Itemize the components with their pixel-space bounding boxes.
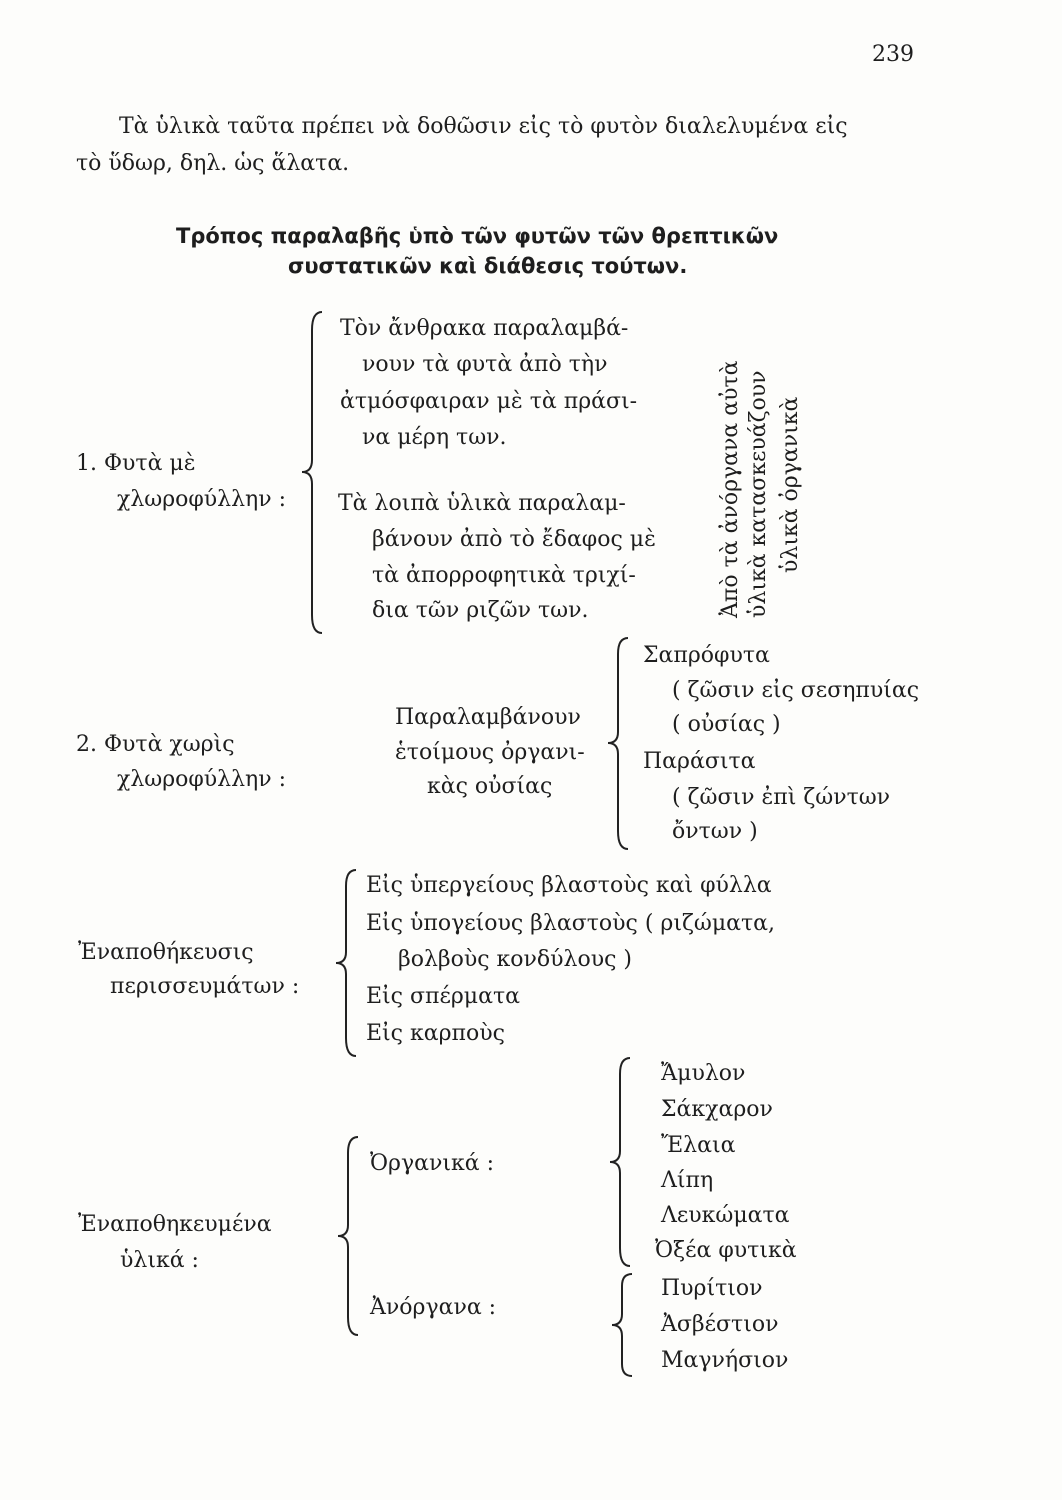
organic-item-6: Ὀξέα φυτικὰ: [655, 1238, 797, 1263]
inorganic-brace: [610, 1272, 640, 1378]
inorganic-item-3: Μαγνήσιον: [661, 1348, 789, 1373]
section1-vertical-line-2: ὑλικὰ κατασκευάζουν: [746, 370, 771, 618]
intro-line-2: τὸ ὕδωρ, δηλ. ὡς ἅλατα.: [76, 151, 350, 176]
section3-item-5: Εἰς καρποὺς: [366, 1021, 505, 1046]
section1-vertical-line-1: Ἀπὸ τὰ ἀνόργανα αὐτὰ: [718, 360, 743, 618]
section2-middle-line-2: ἑτοίμους ὀργανι-: [395, 740, 585, 765]
section2-label-line-1: 2. Φυτὰ χωρὶς: [76, 732, 235, 757]
section2-right-line-5: ( ζῶσιν ἐπὶ ζώντων: [672, 785, 891, 810]
inorganic-item-1: Πυρίτιον: [661, 1276, 763, 1301]
organic-item-4: Λίπη: [661, 1168, 714, 1193]
section3-item-2: Εἰς ὑπογείους βλαστοὺς ( ριζώματα,: [366, 911, 775, 936]
section4-outer-brace: [336, 1135, 366, 1337]
section2-right-line-2: ( ζῶσιν εἰς σεσηπυίας: [672, 678, 920, 703]
section2-right-line-6: ὄντων ): [672, 819, 758, 844]
section2-brace: [606, 636, 636, 851]
section1-group-b-line-3: τὰ ἀπορροφητικὰ τριχί-: [372, 563, 636, 588]
section3-label-line-1: Ἐναποθήκευσις: [78, 940, 254, 965]
section1-group-b-line-1: Τὰ λοιπὰ ὑλικὰ παραλαμ-: [338, 491, 626, 516]
section1-label-line-1: 1. Φυτὰ μὲ: [76, 451, 196, 476]
section2-right-line-1: Σαπρόφυτα: [643, 643, 770, 668]
section4-label-line-2: ὑλικά :: [120, 1248, 199, 1273]
section3-label-line-2: περισσευμάτων :: [110, 974, 300, 999]
organic-item-1: Ἄμυλον: [661, 1061, 746, 1086]
section2-middle-line-1: Παραλαμβάνουν: [395, 705, 581, 730]
section3-item-4: Εἰς σπέρματα: [366, 984, 520, 1009]
organic-brace: [608, 1056, 638, 1268]
organic-label: Ὀργανικά :: [370, 1151, 494, 1176]
inorganic-label: Ἀνόργανα :: [370, 1295, 497, 1320]
page-number: 239: [872, 42, 914, 67]
section3-item-3: βολβοὺς κονδύλους ): [398, 947, 633, 972]
section1-brace: [300, 310, 330, 635]
section1-label-line-2: χλωροφύλλην :: [117, 487, 287, 512]
section1-group-b-line-2: βάνουν ἀπὸ τὸ ἔδαφος μὲ: [372, 527, 656, 552]
section1-group-b-line-4: δια τῶν ριζῶν των.: [372, 598, 589, 623]
section2-middle-line-3: κὰς οὐσίας: [427, 774, 553, 799]
organic-item-2: Σάκχαρον: [661, 1097, 773, 1122]
section2-right-line-4: Παράσιτα: [643, 749, 756, 774]
intro-line-1: Τὰ ὑλικὰ ταῦτα πρέπει νὰ δοθῶσιν εἰς τὸ φυτὸν διαλελυμένα εἰς: [119, 114, 848, 139]
section1-group-a-line-2: νουν τὰ φυτὰ ἀπὸ τὴν: [362, 352, 608, 377]
section-heading-line-1: Τρόπος παραλαβῆς ὑπὸ τῶν φυτῶν τῶν θρεπτικῶν: [176, 224, 779, 248]
section1-group-a-line-4: να μέρη των.: [362, 425, 507, 450]
section2-label-line-2: χλωροφύλλην :: [117, 767, 287, 792]
inorganic-item-2: Ἀσβέστιον: [661, 1312, 779, 1337]
section3-brace: [334, 868, 364, 1058]
section1-group-a-line-1: Τὸν ἄνθρακα παραλαμβά-: [340, 316, 629, 341]
section4-label-line-1: Ἐναποθηκευμένα: [78, 1212, 272, 1237]
section1-vertical-line-3: ὑλικὰ ὀργανικὰ: [778, 396, 803, 573]
section-heading-line-2: συστατικῶν καὶ διάθεσις τούτων.: [288, 254, 688, 278]
organic-item-3: Ἔλαια: [661, 1133, 736, 1158]
section3-item-1: Εἰς ὑπεργείους βλαστοὺς καὶ φύλλα: [366, 873, 772, 898]
section1-group-a-line-3: ἀτμόσφαιραν μὲ τὰ πράσι-: [340, 389, 638, 414]
section2-right-line-3: ( οὐσίας ): [672, 712, 781, 737]
organic-item-5: Λευκώματα: [661, 1203, 790, 1228]
